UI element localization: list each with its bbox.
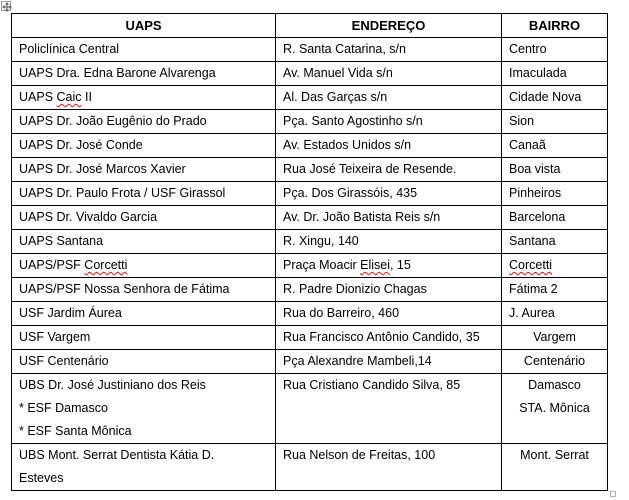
cell-bairro[interactable]: Canaã [502, 134, 608, 158]
health-units-table [11, 13, 608, 491]
spellcheck-word: Elisei [360, 258, 390, 272]
header-bairro[interactable]: BAIRRO [502, 14, 608, 38]
cell-uaps[interactable]: UAPS Dr. José Conde [12, 134, 276, 158]
table-row [12, 110, 608, 134]
cell-bairro[interactable]: Boa vista [502, 158, 608, 182]
table-row [12, 230, 608, 254]
cell-line: * ESF Santa Mônica [19, 424, 132, 438]
cell-endereco[interactable]: Rua Cristiano Candido Silva, 85 [276, 374, 502, 444]
cell-endereco[interactable]: Pça. Santo Agostinho s/n [276, 110, 502, 134]
cell-uaps[interactable]: UAPS Dra. Edna Barone Alvarenga [12, 62, 276, 86]
table-row [12, 158, 608, 182]
spellcheck-word: Caic [56, 90, 82, 104]
table-row [12, 302, 608, 326]
cell-uaps[interactable]: USF Jardim Áurea [12, 302, 276, 326]
cell-endereco[interactable]: Av. Manuel Vida s/n [276, 62, 502, 86]
cell-uaps[interactable]: UAPS Dr. Vivaldo Garcia [12, 206, 276, 230]
cell-line: Damasco [528, 378, 581, 392]
cell-uaps[interactable] [12, 444, 276, 491]
table-header-row [12, 14, 608, 38]
table-row [12, 86, 608, 110]
cell-uaps[interactable]: UAPS Dr. José Marcos Xavier [12, 158, 276, 182]
table-row [12, 38, 608, 62]
cell-bairro[interactable]: Vargem [502, 326, 608, 350]
cell-bairro[interactable]: Cidade Nova [502, 86, 608, 110]
text-segment: UAPS/PSF [19, 258, 85, 272]
table-row [12, 374, 608, 444]
cell-endereco[interactable] [276, 254, 502, 278]
cell-endereco[interactable]: Rua do Barreiro, 460 [276, 302, 502, 326]
table-row [12, 62, 608, 86]
cell-uaps[interactable]: Policlínica Central [12, 38, 276, 62]
cell-endereco[interactable]: Pça Alexandre Mambeli,14 [276, 350, 502, 374]
cell-bairro[interactable] [502, 254, 608, 278]
cell-bairro[interactable]: J. Aurea [502, 302, 608, 326]
cell-bairro[interactable]: Santana [502, 230, 608, 254]
cell-bairro[interactable]: Centro [502, 38, 608, 62]
cell-endereco[interactable]: R. Padre Dionizio Chagas [276, 278, 502, 302]
cell-uaps[interactable] [12, 254, 276, 278]
text-segment: UAPS [19, 90, 57, 104]
table-row [12, 254, 608, 278]
table-row [12, 182, 608, 206]
cell-uaps[interactable]: UAPS Santana [12, 230, 276, 254]
cell-uaps[interactable] [12, 86, 276, 110]
cell-line: Esteves [19, 471, 64, 485]
text-segment: II [81, 90, 92, 104]
table-row [12, 444, 608, 491]
cell-endereco[interactable]: Av. Estados Unidos s/n [276, 134, 502, 158]
table-row [12, 326, 608, 350]
cell-uaps[interactable]: USF Centenário [12, 350, 276, 374]
table-row [12, 134, 608, 158]
cell-uaps[interactable] [12, 374, 276, 444]
cell-endereco[interactable]: R. Xingu, 140 [276, 230, 502, 254]
cell-bairro[interactable]: Imaculada [502, 62, 608, 86]
table-resize-handle[interactable] [610, 491, 616, 497]
cell-bairro[interactable]: Fátima 2 [502, 278, 608, 302]
cell-endereco[interactable]: Rua Francisco Antônio Candido, 35 [276, 326, 502, 350]
cell-endereco[interactable]: Pça. Dos Girassóis, 435 [276, 182, 502, 206]
table-row [12, 206, 608, 230]
cell-uaps[interactable]: UAPS/PSF Nossa Senhora de Fátima [12, 278, 276, 302]
header-uaps[interactable]: UAPS [12, 14, 276, 38]
cell-endereco[interactable]: R. Santa Catarina, s/n [276, 38, 502, 62]
cell-line: * ESF Damasco [19, 401, 108, 415]
cell-line: UBS Dr. José Justiniano dos Reis [19, 378, 206, 392]
cell-bairro[interactable]: Mont. Serrat [502, 444, 608, 491]
cell-bairro[interactable]: Sion [502, 110, 608, 134]
cell-endereco[interactable]: Rua Nelson de Freitas, 100 [276, 444, 502, 491]
cell-uaps[interactable]: UAPS Dr. Paulo Frota / USF Girassol [12, 182, 276, 206]
header-endereco[interactable]: ENDEREÇO [276, 14, 502, 38]
cell-uaps[interactable]: USF Vargem [12, 326, 276, 350]
cell-bairro[interactable]: Centenário [502, 350, 608, 374]
text-segment: Praça Moacir [283, 258, 361, 272]
cell-uaps[interactable]: UAPS Dr. João Eugênio do Prado [12, 110, 276, 134]
text-segment: , 15 [389, 258, 411, 272]
table-move-handle-icon[interactable] [1, 1, 11, 11]
cell-line: UBS Mont. Serrat Dentista Kátia D. [19, 448, 215, 462]
spellcheck-word: Corcetti [84, 258, 128, 272]
cell-bairro[interactable]: Barcelona [502, 206, 608, 230]
cell-line: STA. Mônica [519, 401, 590, 415]
table-row [12, 278, 608, 302]
spellcheck-word: Corcetti [509, 258, 553, 272]
cell-bairro[interactable]: Pinheiros [502, 182, 608, 206]
cell-bairro[interactable] [502, 374, 608, 444]
cell-endereco[interactable]: Av. Dr. João Batista Reis s/n [276, 206, 502, 230]
cell-endereco[interactable]: Rua José Teixeira de Resende. [276, 158, 502, 182]
table-row [12, 350, 608, 374]
cell-endereco[interactable]: Al. Das Garças s/n [276, 86, 502, 110]
